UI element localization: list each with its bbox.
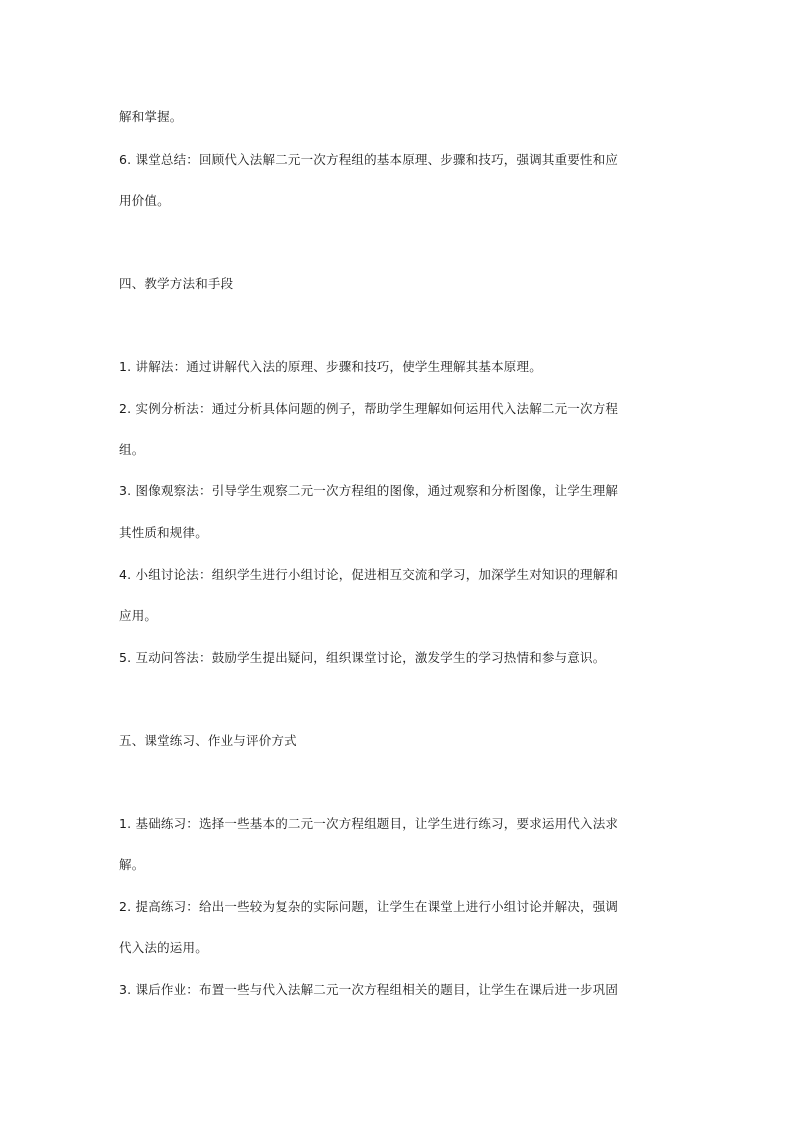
list-item: 5. 互动问答法：鼓励学生提出疑问，组织课堂讨论，激发学生的学习热情和参与意识。 bbox=[119, 650, 606, 665]
list-item: 2. 实例分析法：通过分析具体问题的例子，帮助学生理解如何运用代入法解二元一次方程 bbox=[119, 401, 619, 416]
list-item: 3. 课后作业：布置一些与代入法解二元一次方程组相关的题目，让学生在课后进一步巩固 bbox=[119, 982, 619, 997]
paragraph-line: 解和掌握。 bbox=[119, 109, 183, 124]
list-item: 3. 图像观察法：引导学生观察二元一次方程组的图像，通过观察和分析图像，让学生理解 bbox=[119, 483, 619, 498]
paragraph-line: 代入法的运用。 bbox=[119, 940, 208, 955]
paragraph-line: 其性质和规律。 bbox=[119, 525, 208, 540]
paragraph-line: 组。 bbox=[119, 442, 145, 457]
paragraph-line: 解。 bbox=[119, 857, 145, 872]
section-heading: 五、课堂练习、作业与评价方式 bbox=[119, 733, 297, 748]
list-item: 1. 基础练习：选择一些基本的二元一次方程组题目，让学生进行练习，要求运用代入法求 bbox=[119, 816, 619, 831]
paragraph-line: 用价值。 bbox=[119, 193, 170, 208]
section-heading: 四、教学方法和手段 bbox=[119, 276, 234, 291]
paragraph-line: 应用。 bbox=[119, 608, 158, 623]
paragraph-line: 6. 课堂总结：回顾代入法解二元一次方程组的基本原理、步骤和技巧，强调其重要性和应 bbox=[119, 152, 619, 167]
list-item: 1. 讲解法：通过讲解代入法的原理、步骤和技巧，使学生理解其基本原理。 bbox=[119, 359, 542, 374]
list-item: 2. 提高练习：给出一些较为复杂的实际问题，让学生在课堂上进行小组讨论并解决，强调 bbox=[119, 899, 619, 914]
list-item: 4. 小组讨论法：组织学生进行小组讨论，促进相互交流和学习，加深学生对知识的理解和 bbox=[119, 567, 619, 582]
